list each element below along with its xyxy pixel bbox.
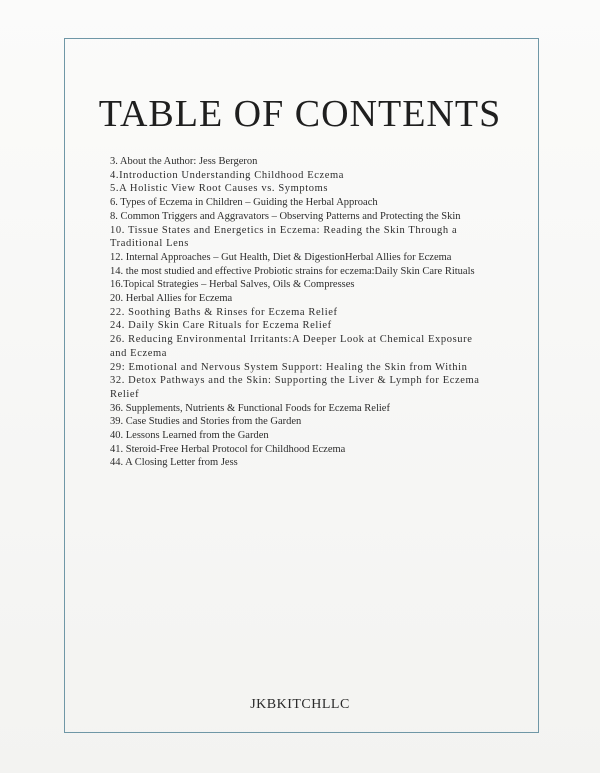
toc-entry: 36. Supplements, Nutrients & Functional Foods for Eczema Relief (110, 402, 390, 414)
toc-entry: 5.A Holistic View Root Causes vs. Symptoms (110, 183, 329, 195)
toc-entry: 24. Daily Skin Care Rituals for Eczema Relief (110, 320, 332, 332)
toc-entry: 4.Introduction Understanding Childhood Eczema (110, 169, 345, 181)
toc-entry: 14. the most studied and effective Probiotic strains for eczema:Daily Skin Care Rituals (110, 265, 475, 277)
toc-entry: 6. Types of Eczema in Children – Guiding the Herbal Approach (110, 197, 378, 209)
toc-entry: 16.Topical Strategies – Herbal Salves, Oils & Compresses (110, 279, 355, 291)
publisher-footer: JKBKITCHLLC (250, 697, 350, 712)
toc-entry: 44. A Closing Letter from Jess (110, 457, 238, 469)
toc-entry: 32. Detox Pathways and the Skin: Supporting the Liver & Lymph for Eczema Relief (110, 375, 480, 400)
toc-entry: 39. Case Studies and Stories from the Garden (110, 416, 302, 428)
toc-entry: 29: Emotional and Nervous System Support: Healing the Skin from Within (110, 361, 468, 373)
toc-entry: 22. Soothing Baths & Rinses for Eczema Relief (110, 306, 338, 318)
toc-entry: 41. Steroid-Free Herbal Protocol for Childhood Eczema (110, 443, 346, 455)
table-of-contents-list (110, 155, 480, 470)
toc-entry: 3. About the Author: Jess Bergeron (110, 156, 258, 167)
toc-entry: 26. Reducing Environmental Irritants:A Deeper Look at Chemical Exposure and Eczema (110, 334, 473, 359)
page-title: TABLE OF CONTENTS (98, 93, 502, 135)
toc-entry: 12. Internal Approaches – Gut Health, Diet & DigestionHerbal Allies for Eczema (110, 251, 452, 263)
toc-entry: 40. Lessons Learned from the Garden (110, 430, 269, 442)
toc-entry: 20. Herbal Allies for Eczema (110, 293, 233, 305)
toc-entry: 10. Tissue States and Energetics in Eczema: Reading the Skin Through a Traditional Lens (110, 224, 458, 250)
toc-entry: 8. Common Triggers and Aggravators – Observing Patterns and Protecting the Skin (110, 210, 461, 222)
